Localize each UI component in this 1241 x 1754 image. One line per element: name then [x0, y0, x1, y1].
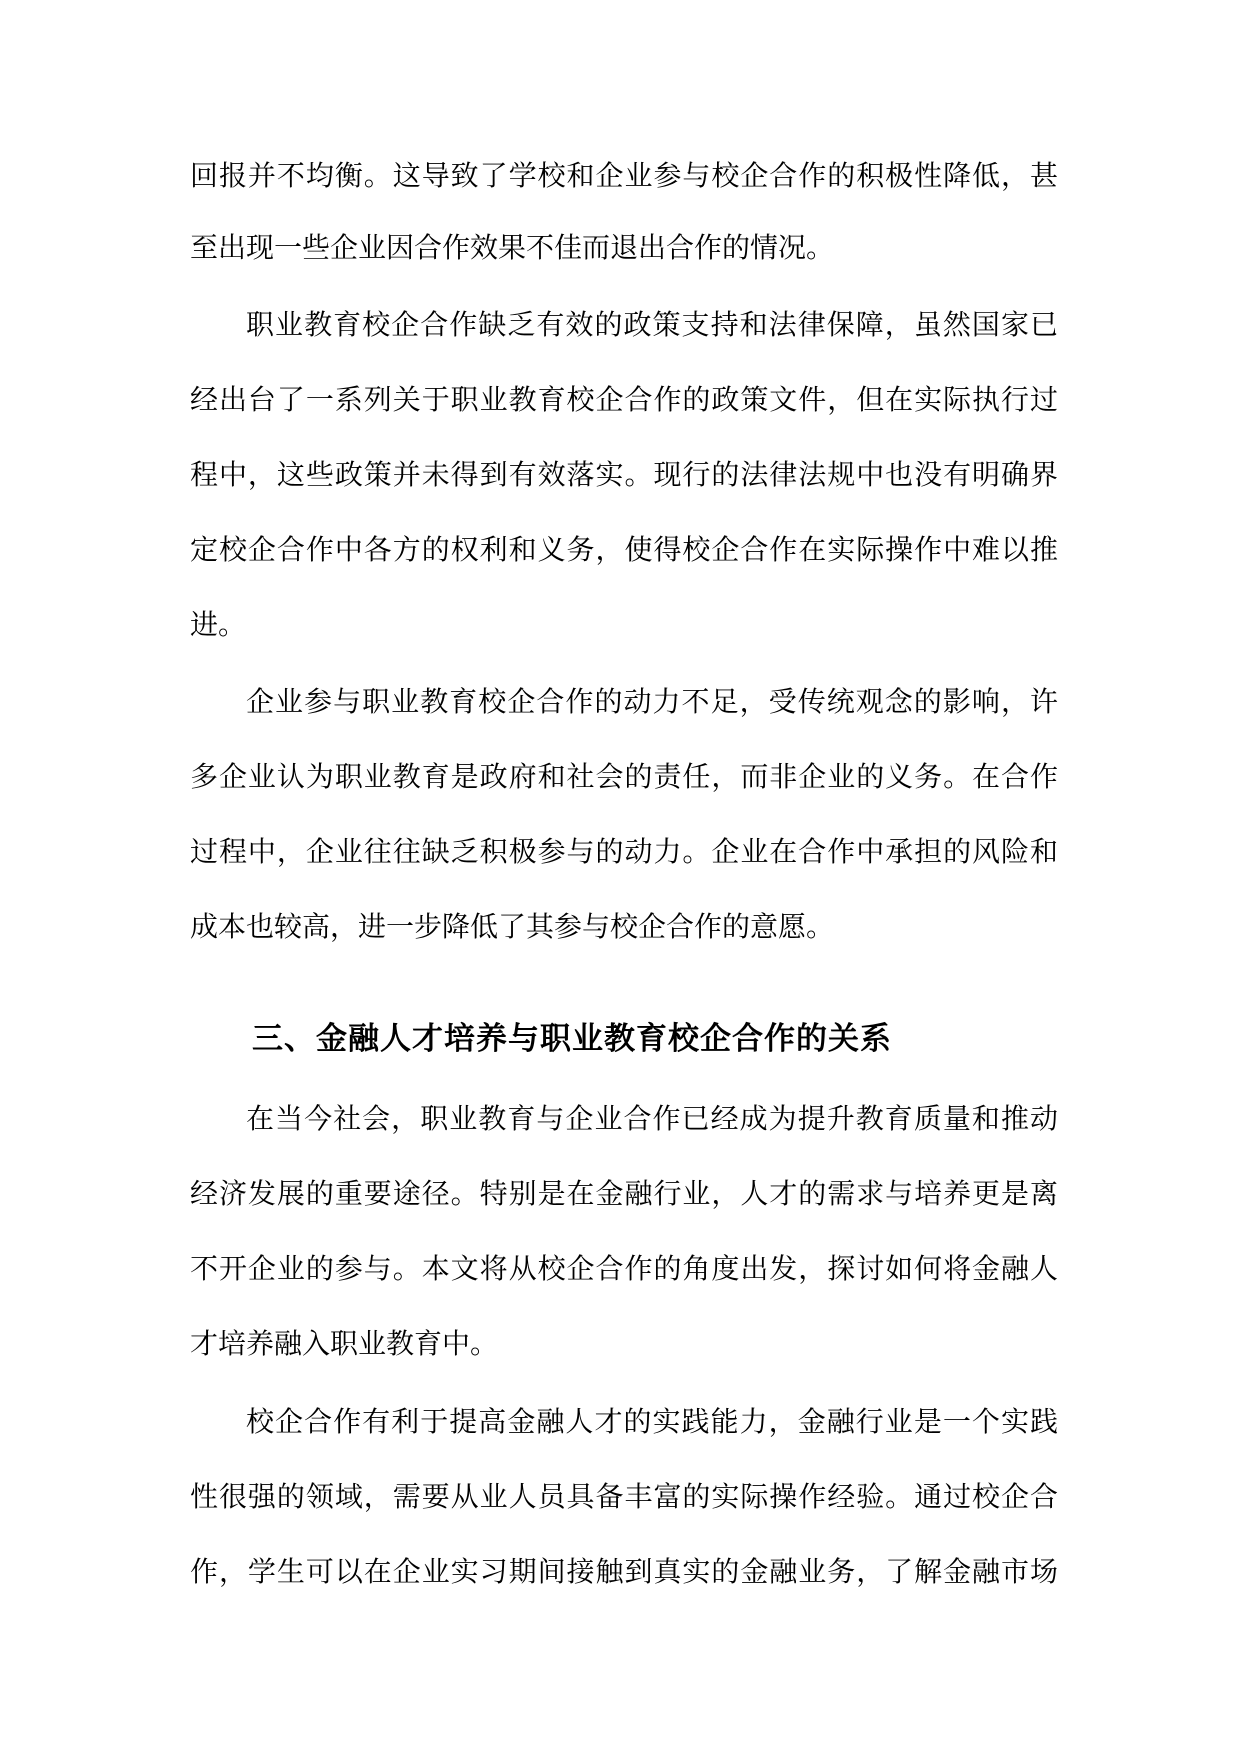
- paragraph-line: 作，学生可以在企业实习期间接触到真实的金融业务，了解金融市场: [190, 1555, 1058, 1588]
- paragraph-line: 经出台了一系列关于职业教育校企合作的政策文件，但在实际执行过: [190, 383, 1058, 416]
- paragraph-line: 定校企合作中各方的权利和义务，使得校企合作在实际操作中难以推: [190, 533, 1058, 566]
- paragraph-line: 企业参与职业教育校企合作的动力不足，受传统观念的影响，许: [246, 685, 1058, 718]
- paragraph-line: 进。: [190, 608, 247, 641]
- paragraph-line: 程中，这些政策并未得到有效落实。现行的法律法规中也没有明确界: [190, 458, 1058, 491]
- paragraph-line: 过程中，企业往往缺乏积极参与的动力。企业在合作中承担的风险和: [190, 835, 1058, 868]
- paragraph-line: 经济发展的重要途径。特别是在金融行业，人才的需求与培养更是离: [190, 1177, 1058, 1210]
- paragraph-line: 性很强的领域，需要从业人员具备丰富的实际操作经验。通过校企合: [190, 1480, 1058, 1513]
- paragraph-line: 多企业认为职业教育是政府和社会的责任，而非企业的义务。在合作: [190, 760, 1058, 793]
- paragraph-line: 在当今社会，职业教育与企业合作已经成为提升教育质量和推动: [246, 1102, 1058, 1135]
- section-heading: 三、金融人才培养与职业教育校企合作的关系: [252, 1021, 892, 1057]
- paragraph-line: 职业教育校企合作缺乏有效的政策支持和法律保障，虽然国家已: [246, 308, 1058, 341]
- paragraph-line: 校企合作有利于提高金融人才的实践能力，金融行业是一个实践: [246, 1405, 1058, 1438]
- paragraph-line: 不开企业的参与。本文将从校企合作的角度出发，探讨如何将金融人: [190, 1252, 1058, 1285]
- paragraph-line: 成本也较高，进一步降低了其参与校企合作的意愿。: [190, 910, 835, 943]
- paragraph-line: 才培养融入职业教育中。: [190, 1327, 499, 1360]
- paragraph-line: 至出现一些企业因合作效果不佳而退出合作的情况。: [190, 231, 835, 264]
- paragraph-line: 回报并不均衡。这导致了学校和企业参与校企合作的积极性降低，甚: [190, 159, 1058, 192]
